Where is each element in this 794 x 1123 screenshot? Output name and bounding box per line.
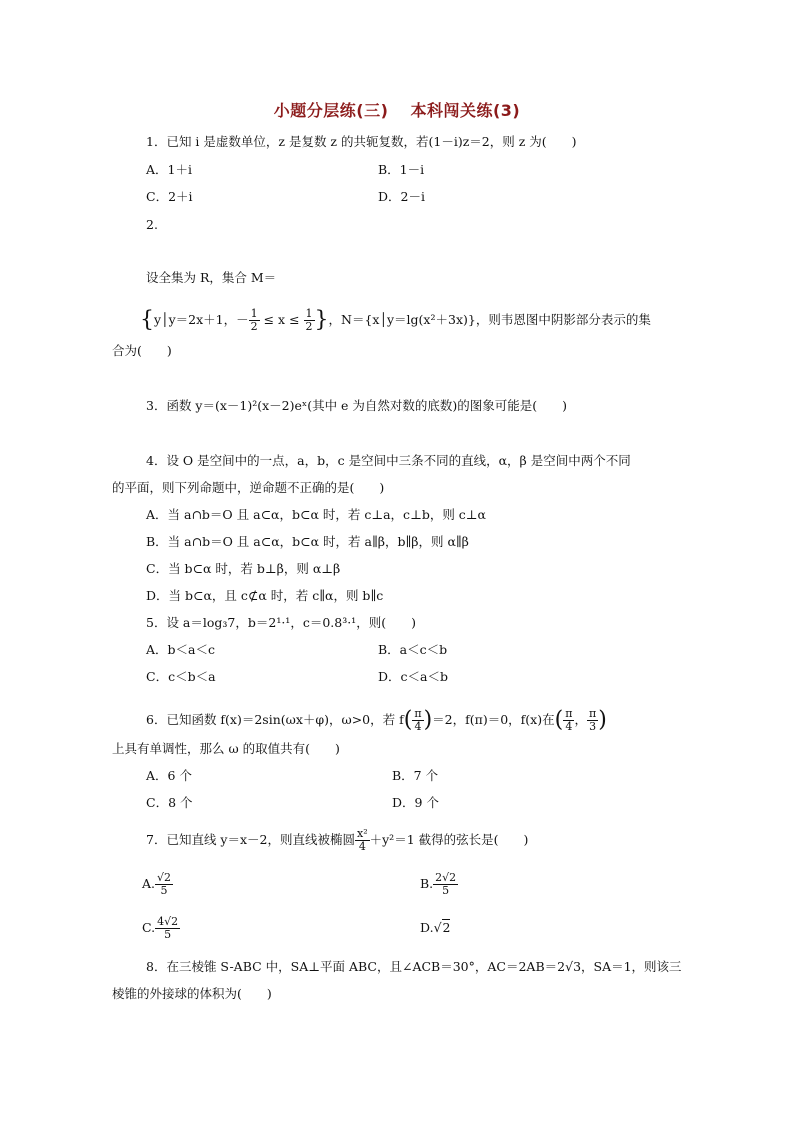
q4-option-a: A．当 a∩b＝O 且 a⊂α，b⊂α 时，若 c⊥a，c⊥b，则 c⊥α bbox=[146, 507, 486, 522]
q6-interval-right: $\frac{\pi}{3}$ bbox=[588, 707, 597, 733]
q6-stem-line1: 6．已知函数 f(x)＝2sin(ωx＋φ)，ω>0，若 f( $\frac{\pi}{4}$ )＝2，f(π)＝0，f(x)在( $\frac{\pi}{4}$ ， $\frac{\pi}{3}$ ) bbox=[146, 707, 607, 733]
q1-option-d: D．2－i bbox=[378, 189, 425, 204]
q2-half-left: $\frac{1}{2}$ bbox=[250, 307, 258, 333]
q6-stem-b: ＝2，f(π)＝0，f(x)在 bbox=[432, 712, 555, 727]
q1-stem: 1．已知 i 是虚数单位，z 是复数 z 的共轭复数，若(1－i)z＝2，则 z 为( ) bbox=[146, 134, 577, 149]
q4-stem-line2: 的平面，则下列命题中，逆命题不正确的是( ) bbox=[112, 480, 385, 495]
q7-option-b: B. $\frac{2√2}{5}$ bbox=[420, 871, 457, 897]
q1-option-a: A．1＋i bbox=[146, 162, 192, 177]
q6-option-c: C．8 个 bbox=[146, 795, 193, 810]
q2-line1: 设全集为 R，集合 M＝ bbox=[146, 270, 277, 285]
q4-option-c: C．当 b⊂α 时，若 b⊥β，则 α⊥β bbox=[146, 561, 341, 576]
q7-stem-a: 7．已知直线 y＝x－2，则直线被椭圆 bbox=[146, 832, 355, 847]
q2-half-right: $\frac{1}{2}$ bbox=[305, 307, 313, 333]
q8-stem-line1: 8．在三棱锥 S-ABC 中，SA⊥平面 ABC，且∠ACB＝30°，AC＝2AB＝2√3，SA＝1，则该三 bbox=[146, 959, 682, 974]
q1-option-b: B．1－i bbox=[378, 162, 425, 177]
q5-option-c: C．c＜b＜a bbox=[146, 669, 216, 684]
q6-stem-a: 6．已知函数 f(x)＝2sin(ωx＋φ)，ω>0，若 f bbox=[146, 712, 404, 727]
title-left: 小题分层练(三) bbox=[273, 101, 389, 120]
q4-option-d: D．当 b⊂α，且 c⊄α 时，若 c∥α，则 b∥c bbox=[146, 588, 384, 603]
q2-set-m: y│y＝2x＋1，－ bbox=[154, 312, 249, 327]
q5-option-d: D．c＜a＜b bbox=[378, 669, 448, 684]
q7-option-a: A. $\frac{√2}{5}$ bbox=[142, 871, 172, 897]
q8-stem-line2: 棱锥的外接球的体积为( ) bbox=[112, 986, 272, 1001]
q7-stem-b: ＋y²＝1 截得的弦长是( ) bbox=[369, 832, 529, 847]
q6-pi-over-4: $\frac{\pi}{4}$ bbox=[414, 707, 422, 733]
q2-inequality: ≤ x ≤ bbox=[263, 312, 300, 327]
q6-interval-left: $\frac{\pi}{4}$ bbox=[565, 707, 573, 733]
q6-option-a: A．6 个 bbox=[146, 768, 192, 783]
q5-stem: 5．设 a＝log₃7，b＝2¹·¹，c＝0.8³·¹，则( ) bbox=[146, 615, 416, 630]
q7-option-c: C. $\frac{4√2}{5}$ bbox=[142, 915, 179, 941]
title-right: 本科闯关练(3) bbox=[410, 101, 521, 120]
q7-stem bbox=[146, 822, 528, 858]
q6-stem-line2: 上具有单调性，那么 ω 的取值共有( ) bbox=[112, 741, 340, 756]
q2-number: 2. bbox=[146, 217, 158, 232]
q2-line2: {y│y＝2x＋1，－ $\frac{1}{2}$ ≤ x ≤ $\frac{1}{2}$ }，N＝{x│y＝lg(x²＋3x)}，则韦恩图中阴影部分表示的集 bbox=[140, 307, 651, 333]
q2-line3: 合为( ) bbox=[112, 343, 172, 358]
q6-option-d: D．9 个 bbox=[392, 795, 439, 810]
q5-option-a: A．b＜a＜c bbox=[146, 642, 215, 657]
q1-option-c: C．2＋i bbox=[146, 189, 193, 204]
q4-stem-line1: 4．设 O 是空间中的一点，a，b，c 是空间中三条不同的直线，α，β 是空间中两个不同 bbox=[146, 453, 631, 468]
q7-option-d: D.√2 bbox=[420, 920, 451, 935]
page-title bbox=[0, 98, 794, 121]
q2-rest: ，N＝{x│y＝lg(x²＋3x)}，则韦恩图中阴影部分表示的集 bbox=[328, 312, 651, 327]
q7-ellipse-frac: $\frac{\text{x²}}{4}$ bbox=[357, 827, 368, 853]
q3-stem: 3．函数 y＝(x－1)²(x－2)eˣ(其中 e 为自然对数的底数)的图象可能是( ) bbox=[146, 398, 568, 413]
q4-option-b: B．当 a∩b＝O 且 a⊂α，b⊂α 时，若 a∥β，b∥β，则 α∥β bbox=[146, 534, 469, 549]
q5-option-b: B．a＜c＜b bbox=[378, 642, 448, 657]
q6-option-b: B．7 个 bbox=[392, 768, 439, 783]
